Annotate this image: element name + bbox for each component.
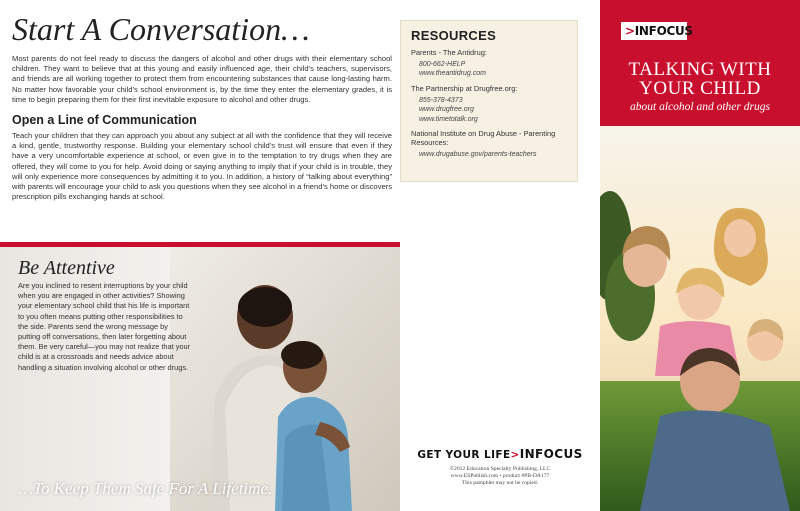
article-subhead: Open a Line of Communication [12, 113, 197, 128]
copy-notice: This pamphlet may not be copied. [461, 480, 539, 487]
publisher-link[interactable]: www.ESPublish.com • product #PB-DA177 [450, 473, 550, 480]
infocus-logo [621, 22, 693, 40]
cover-title-line-1: TALKING WITH [628, 59, 772, 80]
brand-chevron: > [510, 449, 520, 461]
article [12, 10, 392, 202]
cover-title [600, 60, 800, 98]
article-body: Teach your children that they can approach you about any subject at all with the confidence that they will receive a kind, gentle, trustworthy response. Building your elementary school child’s trust will ensure that even if they have a very uncomfortable experience at school, or even give in to the temptation to try drugs when they are offered, they will come to you for help. Avoid doing or saying anything to imply that if your child is in trouble, they will only experience more consequences by admitting it to you. In addition, a history of “talking about everything” with parents will encourage your child to ask you questions when they see alcohol in a friend’s home or discovers prescription pills exchanging hands at school. [12, 131, 392, 202]
be-attentive-body: Are you inclined to resent interruptions by your child when you are engaged in other activities? Showing your elementary school child that his life is important to you often means putting other responsibilities to the side. Parents send the wrong message by putting off conversations, then later forgetting about them. Be very careful—you may not realize that your child is at a crossroads and needs advice about handling a situation involving alcohol or other drugs. [18, 281, 191, 372]
resource-link-antidrug[interactable]: www.theantidrug.com [419, 70, 486, 78]
father-son-photo [170, 247, 400, 511]
be-attentive-panel [0, 247, 400, 511]
be-attentive-title: Be Attentive [18, 257, 115, 279]
family-photo [600, 126, 800, 511]
resources-box [400, 20, 578, 182]
resource-org-drugfree: The Partnership at Drugfree.org: [411, 83, 518, 93]
brand-pre: GET YOUR LIFE [417, 449, 511, 461]
resource-link-nida[interactable]: www.drugabuse.gov/parents-teachers [419, 151, 537, 159]
article-title: Start A Conversation… [12, 11, 310, 47]
logo-chevron: > [625, 24, 635, 38]
brand-post: INFOCUS [519, 447, 583, 461]
tagline: …To Keep Them Safe For A Lifetime. [18, 479, 273, 498]
resource-phone-antidrug: 800-662-HELP [419, 61, 466, 68]
resource-link-timetotalk[interactable]: www.timetotalk.org [419, 115, 478, 123]
resource-org-nida: National Institute on Drug Abuse - Parenting Resources: [411, 129, 556, 148]
logo-text: INFOCUS [634, 24, 693, 38]
article-intro: Most parents do not feel ready to discuss the dangers of alcohol and other drugs with their elementary school children. They want to believe that at this young and easily influenced age, their child’s teachers, supervisors, and friends are all working together to protect them from encountering substances that cause long-lasting harm. No matter how favorable your child’s school environment is, by the time they enter the elementary grades, it is time to begin preparing them for their first inevitable exposure to alcohol and other drugs. [12, 54, 392, 104]
copyright-block [400, 466, 600, 488]
get-your-life-infocus-logo [400, 447, 600, 461]
resource-link-drugfree[interactable]: www.drugfree.org [419, 106, 474, 114]
cover-subtitle: about alcohol and other drugs [630, 101, 770, 113]
cover-panel [600, 0, 800, 511]
resources-title: RESOURCES [411, 28, 497, 43]
resource-phone-drugfree: 855-378-4373 [419, 96, 463, 104]
cover-title-line-2: YOUR CHILD [639, 78, 761, 99]
copyright-line: ©2012 Education Specialty Publishing, LLC [449, 466, 551, 472]
resource-org-antidrug: Parents - The Antidrug: [411, 48, 487, 57]
